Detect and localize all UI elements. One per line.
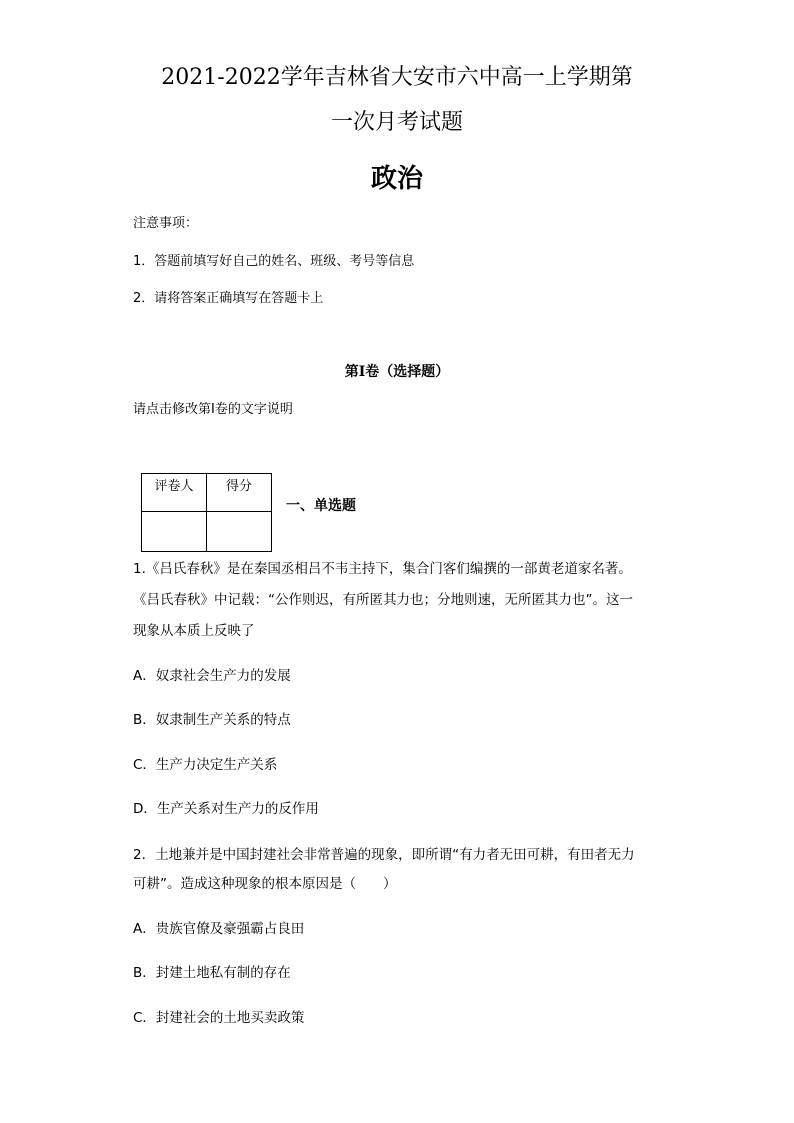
subject-title: 政治	[370, 164, 423, 194]
document-title-line-2: 一次月考试题	[330, 110, 463, 135]
question-1-stem-line-3: 现象从本质上反映了	[133, 623, 255, 639]
notice-heading: 注意事项：	[133, 216, 199, 231]
question-2-option-a: A．贵族官僚及豪强霸占良田	[133, 921, 305, 937]
document-title-line-1: 2021-2022学年吉林省大安市六中高一上学期第	[161, 65, 633, 90]
score-box-table	[141, 473, 272, 552]
notice-item-2: 2．请将答案正确填写在答题卡上	[133, 291, 324, 306]
score-box-header-grader: 评卷人	[142, 474, 207, 512]
question-1-option-c: C．生产力决定生产关系	[133, 757, 278, 773]
score-box-score-cell	[207, 512, 272, 552]
question-1-stem-line-2: 《吕氏春秋》中记载：“公作则迟，有所匿其力也；分地则速，无所匿其力也”。这一	[133, 592, 633, 608]
notice-item-1: 1．答题前填写好自己的姓名、班级、考号等信息	[133, 254, 415, 269]
score-box-grader-cell	[142, 512, 207, 552]
part-1-title: 一、单选题	[286, 498, 356, 514]
score-box-header-score: 得分	[207, 474, 272, 512]
question-2-option-c: C．封建社会的土地买卖政策	[133, 1010, 305, 1026]
question-1-option-b: B．奴隶制生产关系的特点	[133, 712, 291, 728]
volume-1-instruction: 请点击修改第I卷的文字说明	[133, 402, 293, 417]
question-2-stem-line-2: 可耕”。造成这种现象的根本原因是（ ）	[133, 876, 397, 892]
volume-1-heading: 第I卷（选择题）	[344, 364, 450, 380]
question-2-option-b: B．封建土地私有制的存在	[133, 965, 291, 981]
question-1-option-a: A．奴隶社会生产力的发展	[133, 668, 291, 684]
question-1-option-d: D．生产关系对生产力的反作用	[133, 801, 319, 817]
question-2-stem-line-1: 2．土地兼并是中国封建社会非常普遍的现象，即所谓“有力者无田可耕，有田者无力	[133, 847, 635, 863]
question-1-stem-line-1: 1.《吕氏春秋》是在秦国丞相吕不韦主持下，集合门客们编撰的一部黄老道家名著。	[133, 561, 632, 577]
